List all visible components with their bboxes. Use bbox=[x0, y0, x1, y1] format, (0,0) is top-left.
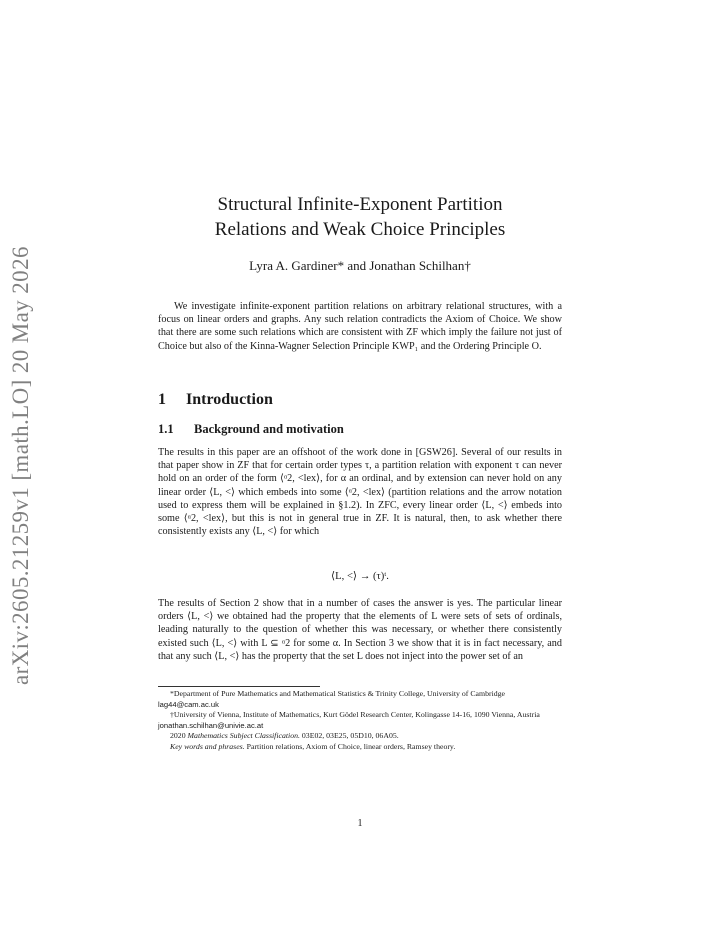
subsection-heading bbox=[158, 422, 344, 437]
footnote-rule bbox=[158, 686, 320, 687]
section-number: 1 bbox=[158, 391, 166, 408]
body-paragraph-2: The results of Section 2 show that in a number of cases the answer is yes. The particular linear orders ⟨L, <⟩ we obtained had the property that the elements of L were sets of sets of ordinals, leading naturally to the question of whether this was necessary, or whether there consistently existed such ⟨L, <⟩ with L ⊆ ᵅ2 for some α. In Section 3 we show that it is in fact necessary, and that any such ⟨L, <⟩ has the property that the set L does not inject into the power set of an bbox=[158, 598, 562, 662]
abstract: We investigate infinite-exponent partition relations on arbitrary relational structures, with a focus on linear orders and graphs. Any such relation contradicts the Axiom of Choice. We show that there are some such relations which are consistent with ZF which imply the failure not just of Choice but also of the Kinna-Wagner Selection Principle KWP₁ and the Ordering Principle O. bbox=[158, 301, 562, 352]
section-heading bbox=[158, 391, 273, 409]
msc-codes: 03E02, 03E25, 05D10, 06A05. bbox=[301, 731, 399, 741]
footnote-affiliation-2: †University of Vienna, Institute of Mathematics, Kurt Gödel Research Center, Kolingasse 14-16, 1090 Vienna, Austria bbox=[170, 710, 540, 720]
msc-year: 2020 bbox=[170, 731, 186, 741]
subsection-number: 1.1 bbox=[158, 422, 174, 436]
body-paragraph-1: The results in this paper are an offshoot of the work done in [GSW26]. Several of our results in that paper show in ZF that for certain order types τ, a partition relation with exponent τ can never hold on an order of the form ⟨ᵅ2, <lex⟩, for α an ordinal, and by extension can never hold on any linear order ⟨L, <⟩ which embeds into some ⟨ᵅ2, <lex⟩ (partition relations and the arrow notation used to express them will be explained in §1.2). In ZFC, every linear order ⟨L, <⟩ embeds into some ⟨ᵅ2, <lex⟩, but this is not in general true in ZF. It is natural, then, to ask whether there consistently exists any ⟨L, <⟩ for which bbox=[158, 447, 562, 538]
page-number: 1 bbox=[357, 818, 363, 829]
msc-classification bbox=[158, 731, 562, 742]
subsection-title: Background and motivation bbox=[194, 422, 344, 436]
msc-label: Mathematics Subject Classification. bbox=[187, 731, 300, 741]
display-equation: ⟨L, <⟩ → (τ)ᵗ. bbox=[331, 571, 389, 582]
keywords-label: Key words and phrases. bbox=[170, 741, 245, 751]
arxiv-identifier-stamp: arXiv:2605.21259v1 [math.LO] 20 May 2026 bbox=[8, 246, 33, 685]
author-list: Lyra A. Gardiner* and Jonathan Schilhan† bbox=[249, 258, 471, 273]
paper-title bbox=[158, 192, 562, 242]
footnotes bbox=[158, 689, 562, 753]
keywords bbox=[158, 742, 562, 753]
footnote-email-2[interactable]: jonathan.schilhan@univie.ac.at bbox=[158, 720, 264, 730]
title-line-2: Relations and Weak Choice Principles bbox=[214, 219, 506, 240]
footnote-email-1[interactable]: lag44@cam.ac.uk bbox=[158, 699, 219, 709]
title-line-1: Structural Infinite-Exponent Partition bbox=[217, 194, 503, 215]
section-title: Introduction bbox=[186, 391, 273, 408]
keywords-text: Partition relations, Axiom of Choice, linear orders, Ramsey theory. bbox=[246, 741, 456, 751]
footnote-affiliation-1: *Department of Pure Mathematics and Mathematical Statistics & Trinity College, University of Cambridge bbox=[170, 689, 505, 698]
